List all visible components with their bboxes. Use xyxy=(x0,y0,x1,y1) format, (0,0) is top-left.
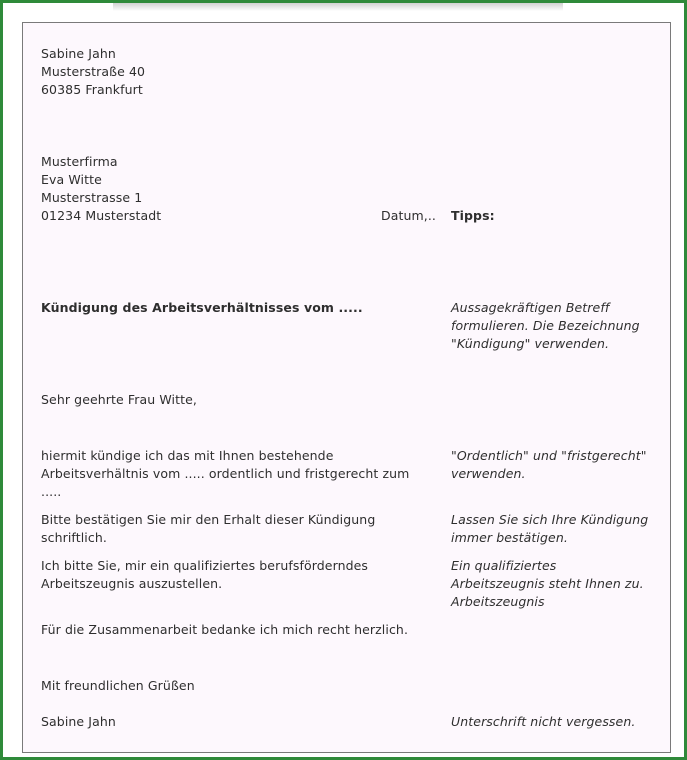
paragraph-confirmation xyxy=(41,511,431,547)
recipient-company: Musterfirma xyxy=(41,154,118,169)
sender-city: 60385 Frankfurt xyxy=(41,82,143,97)
paragraph-line: hiermit kündige ich das mit Ihnen bestehende xyxy=(41,448,334,463)
sender-name: Sabine Jahn xyxy=(41,46,116,61)
tip-line: immer bestätigen. xyxy=(451,530,568,545)
paragraph-thanks: Für die Zusammenarbeit bedanke ich mich recht herzlich. xyxy=(41,622,409,637)
closing: Mit freundlichen Grüßen xyxy=(41,678,195,693)
sender-street: Musterstraße 40 xyxy=(41,64,146,79)
tip-line: Arbeitszeugnis xyxy=(451,594,545,609)
paragraph-reference xyxy=(41,557,431,593)
termination-tip xyxy=(451,447,661,483)
confirmation-tip xyxy=(451,511,661,547)
salutation: Sehr geehrte Frau Witte, xyxy=(41,392,198,407)
paragraph-line: Arbeitszeugnis auszustellen. xyxy=(41,576,223,591)
paragraph-line: ..... xyxy=(41,484,62,499)
subject-tip-line: "Kündigung" verwenden. xyxy=(451,336,610,351)
paragraph-line: Ich bitte Sie, mir ein qualifiziertes berufsförderndes xyxy=(41,558,369,573)
tip-line: Lassen Sie sich Ihre Kündigung xyxy=(451,512,649,527)
subject-tip-line: formulieren. Die Bezeichnung xyxy=(451,318,640,333)
tip-line: Arbeitszeugnis steht Ihnen zu. xyxy=(451,576,644,591)
subject-tip xyxy=(451,299,661,353)
paragraph-line: Arbeitsverhältnis vom ..... ordentlich und fristgerecht zum xyxy=(41,466,410,481)
tip-line: verwenden. xyxy=(451,466,526,481)
recipient-address xyxy=(41,153,431,225)
letter-page xyxy=(22,22,671,753)
tip-line: "Ordentlich" und "fristgerecht" xyxy=(451,448,647,463)
paragraph-termination xyxy=(41,447,431,501)
tip-line: Ein qualifiziertes xyxy=(451,558,557,573)
reference-tip xyxy=(451,557,661,611)
top-shadow xyxy=(113,3,563,11)
paragraph-line: schriftlich. xyxy=(41,530,107,545)
signature: Sabine Jahn xyxy=(41,714,116,729)
recipient-city: 01234 Musterstadt xyxy=(41,208,162,223)
recipient-street: Musterstrasse 1 xyxy=(41,190,143,205)
signature-tip: Unterschrift nicht vergessen. xyxy=(451,714,636,729)
recipient-person: Eva Witte xyxy=(41,172,102,187)
subject-tip-line: Aussagekräftigen Betreff xyxy=(451,300,610,315)
paragraph-line: Bitte bestätigen Sie mir den Erhalt dieser Kündigung xyxy=(41,512,376,527)
sender-address xyxy=(41,45,431,99)
tips-heading: Tipps: xyxy=(451,208,495,223)
subject-line: Kündigung des Arbeitsverhältnisses vom ..... xyxy=(41,300,363,315)
date-label: Datum,.. xyxy=(381,208,437,223)
